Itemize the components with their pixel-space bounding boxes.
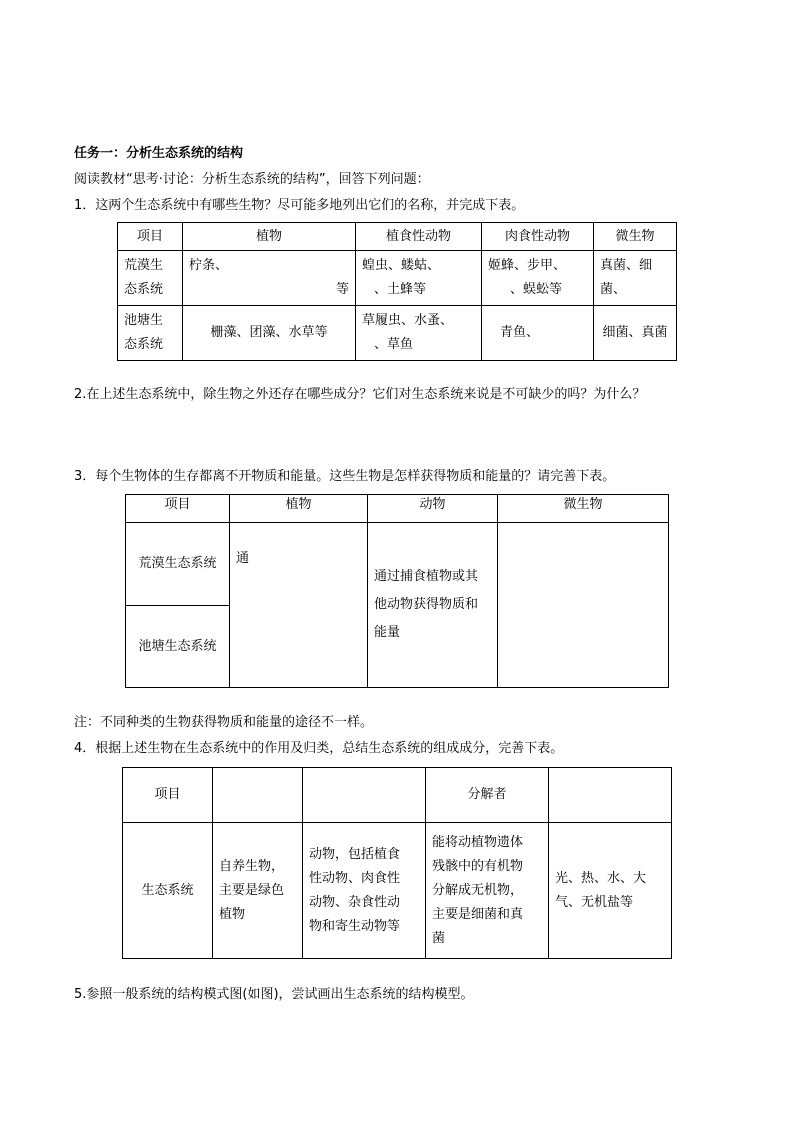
t3-abiotic-cell: 光、热、水、大 气、无机盐等: [549, 823, 672, 959]
question-1: 1．这两个生态系统中有哪些生物？尽可能多地列出它们的名称，并完成下表。: [74, 198, 525, 213]
t1-row-label: 荒漠生 态系统: [118, 251, 183, 306]
intro-text: 阅读教材“思考·讨论：分析生态系统的结构”，回答下列问题：: [74, 172, 430, 187]
question-3: 3．每个生物体的生存都离不开物质和能量。这些生物是怎样获得物质和能量的？请完善下表。: [74, 469, 616, 484]
question-4: 4．根据上述生物在生态系统中的作用及归类，总结生态系统的组成成分，完善下表。: [74, 741, 564, 756]
t1-header-item: 项目: [118, 223, 183, 251]
question-2: 2.在上述生态系统中，除生物之外还存在哪些成分？它们对生态系统来说是不可缺少的吗？为什么？: [74, 387, 646, 402]
t1-desert-plant: 柠条、 等: [183, 251, 356, 306]
t3-consumer-cell: 动物，包括植食 性动物、肉食性 动物、杂食性动 物和寄生动物等: [303, 823, 426, 959]
t1-header-herbivore: 植食性动物: [356, 223, 482, 251]
t2-plant-cell: 通: [230, 523, 368, 688]
t2-header-microbe: 微生物: [498, 495, 669, 523]
t2-pond-label: 池塘生态系统: [126, 606, 230, 688]
organisms-table: [117, 222, 677, 361]
task-title: 任务一：分析生态系统的结构: [74, 146, 244, 161]
t1-header-microbe: 微生物: [594, 223, 677, 251]
t2-header-animal: 动物: [368, 495, 498, 523]
table-row: [118, 251, 677, 306]
t1-pond-herbivore: 草履虫、水蚤、 、草鱼: [356, 306, 482, 361]
t1-desert-herbivore: 蝗虫、蝼蛄、 、土蜂等: [356, 251, 482, 306]
t1-desert-microbe: 真菌、细 菌、: [594, 251, 677, 306]
question-5: 5.参照一般系统的结构模式图(如图)，尝试画出生态系统的结构模型。: [74, 987, 474, 1002]
t1-pond-carnivore: 青鱼、: [482, 306, 594, 361]
t1-header-carnivore: 肉食性动物: [482, 223, 594, 251]
t1-pond-plant: 栅藻、团藻、水草等: [183, 306, 356, 361]
t3-header-producer-blank: [213, 768, 303, 823]
t3-row-label: 生态系统: [123, 823, 213, 959]
t3-header-abiotic-blank: [549, 768, 672, 823]
t1-row-label: 池塘生 态系统: [118, 306, 183, 361]
t2-microbe-cell: [498, 523, 669, 688]
t2-animal-cell: 通过捕食植物或其 他动物获得物质和 能量: [368, 523, 498, 688]
table-row: [118, 306, 677, 361]
t2-header-item: 项目: [126, 495, 230, 523]
t3-producer-cell: 自养生物， 主要是绿色 植物: [213, 823, 303, 959]
t2-desert-label: 荒漠生态系统: [126, 523, 230, 606]
t1-pond-microbe: 细菌、真菌: [594, 306, 677, 361]
t1-header-plant: 植物: [183, 223, 356, 251]
t3-header-item: 项目: [123, 768, 213, 823]
table-row: [123, 823, 672, 959]
t2-header-plant: 植物: [230, 495, 368, 523]
note-text: 注：不同种类的生物获得物质和能量的途径不一样。: [74, 715, 374, 730]
table-row: [126, 523, 669, 606]
components-table: [122, 767, 672, 959]
t3-header-decomposer: 分解者: [426, 768, 549, 823]
t1-desert-carnivore: 姬蜂、步甲、 、蜈蚣等: [482, 251, 594, 306]
t3-header-consumer-blank: [303, 768, 426, 823]
matter-energy-table: [125, 494, 669, 688]
t3-decomposer-cell: 能将动植物遗体 残骸中的有机物 分解成无机物， 主要是细菌和真 菌: [426, 823, 549, 959]
